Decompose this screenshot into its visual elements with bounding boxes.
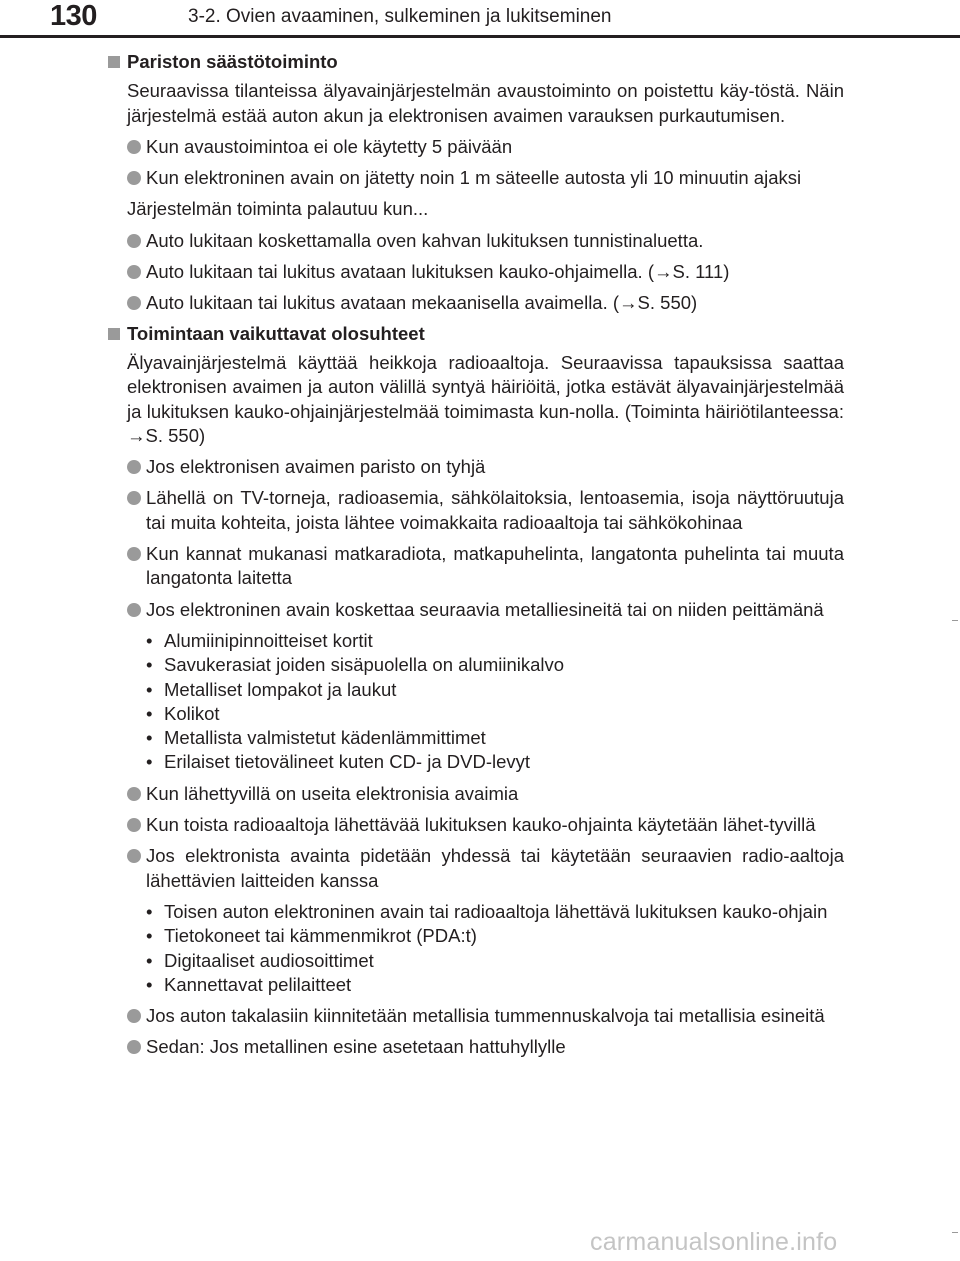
watermark: carmanualsonline.info xyxy=(590,1228,838,1256)
margin-tick xyxy=(952,1232,958,1233)
circle-bullet-icon xyxy=(127,1040,141,1054)
list-item: Jos elektronisen avaimen paristo on tyhjä xyxy=(127,455,844,479)
sub-list-item: • Savukerasiat joiden sisäpuolella on alumiinikalvo xyxy=(146,654,565,676)
page-number: 130 xyxy=(50,0,97,32)
section-intro: Älyavainjärjestelmä käyttää heikkoja radioaaltoja. Seuraavissa tapauksissa saattaa elektronisen avaimen ja auton välillä syntyä häiriöitä, jotka estävät älyavainjärjestelmää ja lukituksen kauko-ohjainjärjestelmää toimimasta kun-nolla. (Toiminta häiriötilanteessa: →S. 550) xyxy=(127,351,844,446)
circle-bullet-icon xyxy=(127,140,141,154)
sub-list xyxy=(146,900,844,997)
list-item: Kun toista radioaaltoja lähettävää lukituksen kauko-ohjainta käytetään lähet-tyvillä xyxy=(127,813,844,837)
header-rule xyxy=(0,35,960,38)
section-title: Pariston säästötoiminto xyxy=(108,50,844,74)
chapter-title: 3-2. Ovien avaaminen, sulkeminen ja lukitseminen xyxy=(188,6,612,27)
list-item: Lähellä on TV-torneja, radioasemia, sähkölaitoksia, lentoasemia, isoja näyttöruutuja tai muita kohteita, joista lähtee voimakkaita radioaaltoja tai sähkökohinaa xyxy=(127,486,844,535)
list-item: Jos elektronista avainta pidetään yhdessä tai käytetään seuraavien radio-aaltoja lähettävien laitteiden kanssa xyxy=(127,844,844,893)
circle-bullet-icon xyxy=(127,234,141,248)
circle-bullet-icon xyxy=(127,849,141,863)
circle-bullet-icon xyxy=(127,547,141,561)
list-item: Jos auton takalasiin kiinnitetään metallisia tummennuskalvoja tai metallisia esineitä xyxy=(127,1004,844,1028)
list-item: Sedan: Jos metallinen esine asetetaan hattuhyllylle xyxy=(127,1035,844,1059)
list-item: Kun avaustoimintoa ei ole käytetty 5 päivään xyxy=(127,135,844,159)
square-bullet-icon xyxy=(108,56,120,68)
circle-bullet-icon xyxy=(127,818,141,832)
list-item: Auto lukitaan koskettamalla oven kahvan lukituksen tunnistinaluetta. xyxy=(127,229,844,253)
circle-bullet-icon xyxy=(127,265,141,279)
circle-bullet-icon xyxy=(127,460,141,474)
sub-list-item: • Kannettavat pelilaitteet xyxy=(146,973,352,995)
list-item: Auto lukitaan tai lukitus avataan mekaanisella avaimella. (→S. 550) xyxy=(127,291,844,315)
circle-bullet-icon xyxy=(127,296,141,310)
sub-list-item: • Digitaaliset audiosoittimet xyxy=(146,949,374,971)
circle-bullet-icon xyxy=(127,171,141,185)
square-bullet-icon xyxy=(108,328,120,340)
list-item: Jos elektroninen avain koskettaa seuraavia metalliesineitä tai on niiden peittämänä xyxy=(127,598,844,622)
sub-list xyxy=(146,629,844,775)
sub-list-item: • Alumiinipinnoitteiset kortit xyxy=(146,629,373,651)
sub-list-item: • Kolikot xyxy=(146,702,220,724)
restore-text: Järjestelmän toiminta palautuu kun... xyxy=(127,198,429,220)
circle-bullet-icon xyxy=(127,787,141,801)
circle-bullet-icon xyxy=(127,491,141,505)
margin-tick xyxy=(952,620,958,621)
sub-list-item: • Toisen auton elektroninen avain tai radioaaltoja lähettävä lukituksen kauko-ohjain xyxy=(146,900,828,922)
sub-list-item: • Metallista valmistetut kädenlämmittimet xyxy=(146,727,486,749)
list-item: Auto lukitaan tai lukitus avataan lukituksen kauko-ohjaimella. (→S. 111) xyxy=(127,260,844,284)
sub-list-item: • Metalliset lompakot ja laukut xyxy=(146,678,397,700)
circle-bullet-icon xyxy=(127,603,141,617)
list-item: Kun kannat mukanasi matkaradiota, matkapuhelinta, langatonta puhelinta tai muuta langatonta laitetta xyxy=(127,542,844,591)
page-content xyxy=(108,50,844,1067)
section-intro: Seuraavissa tilanteissa älyavainjärjestelmän avaustoiminto on poistettu käy-töstä. Näin järjestelmä estää auton akun ja elektronisen avaimen varauksen purkautumisen. xyxy=(127,80,844,126)
circle-bullet-icon xyxy=(127,1009,141,1023)
sub-list-item: • Tietokoneet tai kämmenmikrot (PDA:t) xyxy=(146,925,477,947)
page-header xyxy=(0,0,960,40)
list-item: Kun elektroninen avain on jätetty noin 1 m säteelle autosta yli 10 minuutin ajaksi xyxy=(127,166,844,190)
list-item: Kun lähettyvillä on useita elektronisia avaimia xyxy=(127,782,844,806)
section-title: Toimintaan vaikuttavat olosuhteet xyxy=(108,322,844,346)
sub-list-item: • Erilaiset tietovälineet kuten CD- ja DVD-levyt xyxy=(146,751,531,773)
